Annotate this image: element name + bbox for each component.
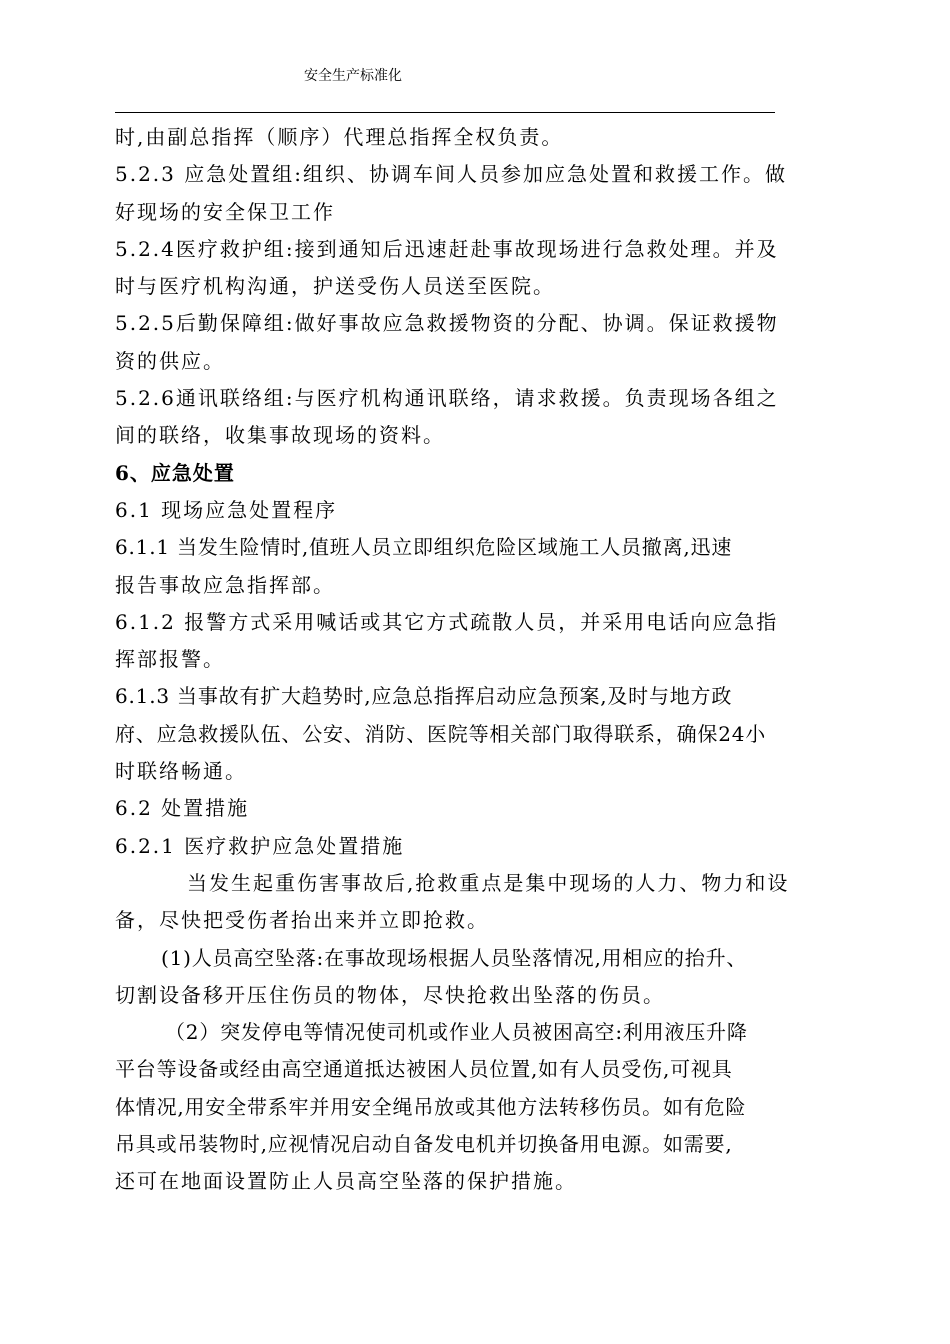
body-line: 5.2.5后勤保障组:做好事故应急救援物资的分配、协调。保证救援物 (115, 311, 779, 336)
body-line: 6.2 处置措施 (115, 796, 250, 821)
body-line: 5.2.4医疗救护组:接到通知后迅速赶赴事故现场进行急救处理。并及 (115, 236, 779, 261)
body-line: 切割设备移开压住伤员的物体，尽快抢救出坠落的伤员。 (115, 982, 665, 1007)
section-heading: 6、应急处置 (115, 460, 235, 485)
page-header-title: 安全生产标准化 (304, 68, 402, 84)
body-line: 还可在地面设置防止人员高空坠落的保护措施。 (115, 1169, 577, 1194)
body-line: 府、应急救援队伍、公安、消防、医院等相关部门取得联系，确保24小 (115, 721, 767, 746)
body-line: 间的联络，收集事故现场的资料。 (115, 423, 445, 448)
body-line: 报告事故应急指挥部。 (115, 572, 335, 597)
body-line: 5.2.6通讯联络组:与医疗机构通讯联络，请求救援。负责现场各组之 (115, 386, 779, 411)
body-line: 平台等设备或经由高空通道抵达被困人员位置,如有人员受伤,可视具 (115, 1057, 733, 1082)
body-line: 当发生起重伤害事故后,抢救重点是集中现场的人力、物力和设 (187, 870, 790, 895)
body-line: 体情况,用安全带系牢并用安全绳吊放或其他方法转移伤员。如有危险 (115, 1094, 747, 1119)
body-line: 资的供应。 (115, 348, 225, 373)
body-line: 6.1.3 当事故有扩大趋势时,应急总指挥启动应急预案,及时与地方政 (115, 684, 733, 709)
body-line: 6.1.2 报警方式采用喊话或其它方式疏散人员，并采用电话向应急指 (115, 609, 779, 634)
body-line: 时与医疗机构沟通，护送受伤人员送至医院。 (115, 274, 555, 299)
body-line: 6.1.1 当发生险情时,值班人员立即组织危险区域施工人员撤离,迅速 (115, 535, 733, 560)
header-divider (115, 112, 775, 113)
body-line: 好现场的安全保卫工作 (115, 199, 335, 224)
body-line: 5.2.3 应急处置组:组织、协调车间人员参加应急处置和救援工作。做 (115, 162, 787, 187)
body-line: 时,由副总指挥（顺序）代理总指挥全权负责。 (115, 125, 564, 149)
body-line: 挥部报警。 (115, 647, 225, 672)
body-line: (1)人员高空坠落:在事故现场根据人员坠落情况,用相应的抬升、 (161, 945, 748, 970)
body-line: （2）突发停电等情况使司机或作业人员被困高空:利用液压升降 (165, 1020, 748, 1045)
document-body (115, 119, 840, 1201)
body-line: 备，尽快把受伤者抬出来并立即抢救。 (115, 908, 489, 933)
body-line: 吊具或吊装物时,应视情况启动自备发电机并切换备用电源。如需要, (115, 1132, 733, 1157)
body-line: 6.1 现场应急处置程序 (115, 497, 338, 522)
body-line: 时联络畅通。 (115, 759, 247, 784)
body-line: 6.2.1 医疗救护应急处置措施 (115, 833, 405, 858)
